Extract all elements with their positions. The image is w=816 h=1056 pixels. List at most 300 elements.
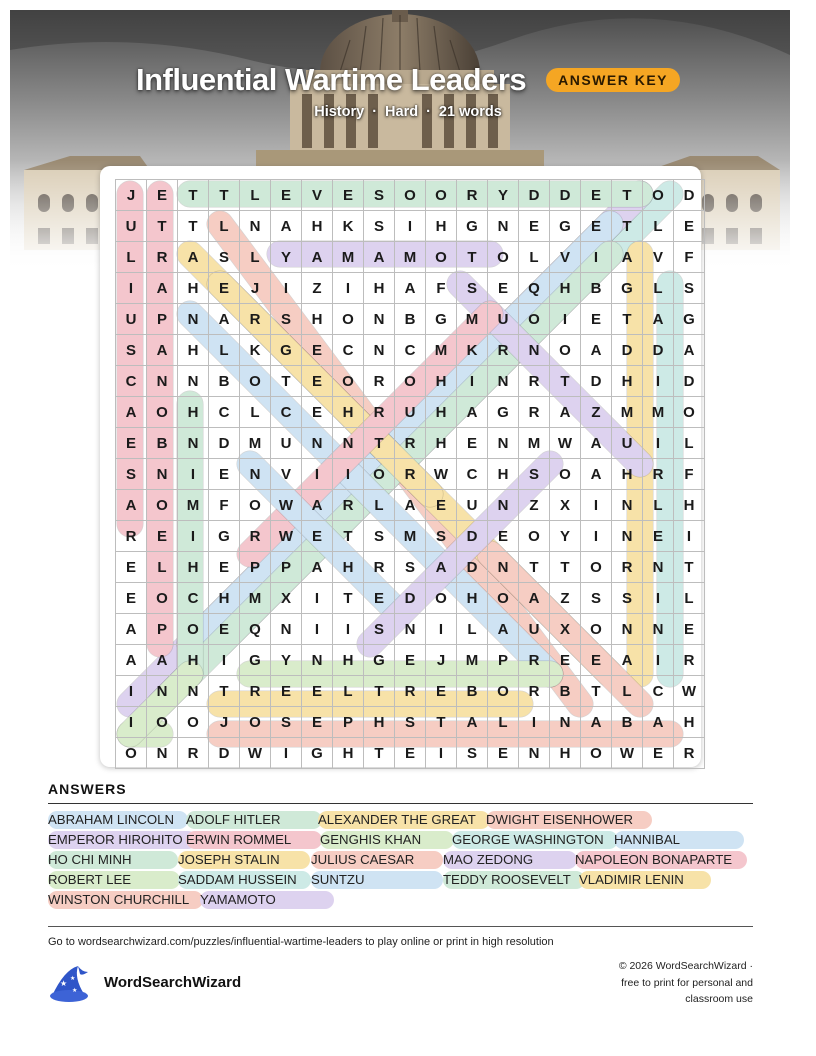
grid-cell: N [643,552,674,583]
word-count-label: 21 words [438,104,502,120]
grid-cell: D [674,366,705,397]
grid-cell: E [302,676,333,707]
answer-word: SADDAM HUSSEIN [178,871,311,889]
grid-cell: B [147,428,178,459]
grid-cell: L [240,397,271,428]
grid-cell: O [581,738,612,769]
grid-cell: E [209,614,240,645]
grid-row [116,211,705,242]
grid-cell: O [581,614,612,645]
grid-cell: T [364,676,395,707]
grid-cell: R [643,459,674,490]
grid-cell: E [333,180,364,211]
grid-cell: C [457,459,488,490]
grid-cell: G [488,397,519,428]
grid-cell: F [209,490,240,521]
grid-cell: S [116,459,147,490]
copyright-line: classroom use [685,993,753,1005]
grid-cell: W [674,676,705,707]
grid-cell: O [674,397,705,428]
grid-cell: O [488,676,519,707]
grid-cell: A [147,645,178,676]
grid-cell: C [395,335,426,366]
grid-cell: N [240,459,271,490]
separator: · [372,104,378,120]
grid-cell: H [612,366,643,397]
grid-cell: C [116,366,147,397]
grid-cell: E [302,521,333,552]
grid-cell: R [147,242,178,273]
grid-cell: L [643,211,674,242]
grid-cell: A [612,645,643,676]
grid-cell: S [364,521,395,552]
answer-word: ABRAHAM LINCOLN [48,811,188,829]
grid-cell: G [457,211,488,242]
grid-cell: T [612,304,643,335]
grid-cell: Z [519,490,550,521]
grid-cell: I [426,614,457,645]
grid-cell: T [271,366,302,397]
grid-cell: N [147,676,178,707]
grid-cell: I [333,459,364,490]
puzzle-grid [115,179,697,762]
grid-cell: I [333,273,364,304]
grid-row [116,180,705,211]
grid-cell: F [674,459,705,490]
grid-cell: I [333,614,364,645]
grid-cell: E [519,211,550,242]
grid-cell: N [612,521,643,552]
grid-row [116,521,705,552]
grid-row [116,335,705,366]
category-label: History [314,104,365,120]
grid-cell: N [178,304,209,335]
grid-cell: U [395,397,426,428]
grid-cell: D [612,335,643,366]
grid-cell: E [209,552,240,583]
grid-cell: J [426,645,457,676]
grid-cell: N [488,211,519,242]
grid-cell: U [488,304,519,335]
separator: · [426,104,431,120]
grid-cell: S [364,180,395,211]
grid-cell: H [209,583,240,614]
grid-row [116,242,705,273]
grid-cell: H [302,211,333,242]
grid-cell: K [457,335,488,366]
grid-cell: N [519,335,550,366]
grid-cell: I [581,242,612,273]
answer-word: ALEXANDER THE GREAT [318,811,490,829]
grid-cell: I [643,583,674,614]
grid-cell: H [550,273,581,304]
grid-cell: C [209,397,240,428]
grid-cell: O [550,459,581,490]
grid-row [116,428,705,459]
grid-cell: E [209,459,240,490]
grid-cell: S [364,614,395,645]
grid-cell: S [271,707,302,738]
grid-cell: M [457,645,488,676]
grid-cell: E [116,552,147,583]
grid-cell: B [395,304,426,335]
grid-row [116,459,705,490]
answer-word: ROBERT LEE [48,871,180,889]
grid-cell: D [674,180,705,211]
grid-cell: E [364,583,395,614]
grid-cell: O [643,180,674,211]
grid-cell: M [457,304,488,335]
grid-cell: E [116,583,147,614]
grid-cell: N [178,676,209,707]
grid-cell: O [333,304,364,335]
grid-cell: H [674,490,705,521]
grid-cell: T [178,180,209,211]
grid-cell: Y [488,180,519,211]
grid-cell: A [147,335,178,366]
grid-cell: A [395,490,426,521]
grid-cell: B [209,366,240,397]
grid-cell: A [612,242,643,273]
grid-row [116,490,705,521]
grid-cell: I [116,707,147,738]
grid-cell: H [550,738,581,769]
grid-cell: S [674,273,705,304]
grid-cell: R [333,490,364,521]
grid-cell: E [426,676,457,707]
grid-cell: O [395,366,426,397]
grid-cell: R [519,645,550,676]
grid-cell: D [209,428,240,459]
grid-cell: E [302,366,333,397]
grid-cell: N [178,366,209,397]
grid-cell: L [674,583,705,614]
grid-cell: E [271,180,302,211]
grid-cell: Q [240,614,271,645]
grid-cell: P [240,552,271,583]
grid-cell: X [271,583,302,614]
grid-cell: A [147,273,178,304]
grid-cell: D [581,366,612,397]
grid-cell: L [240,180,271,211]
grid-row [116,552,705,583]
grid-cell: E [581,180,612,211]
grid-cell: R [364,397,395,428]
grid-cell: M [426,335,457,366]
grid-cell: O [178,707,209,738]
grid-cell: T [457,242,488,273]
grid-cell: N [612,490,643,521]
grid-cell: B [612,707,643,738]
grid-cell: I [178,459,209,490]
grid-cell: I [302,583,333,614]
grid-cell: S [426,521,457,552]
grid-cell: H [426,397,457,428]
grid-cell: J [116,180,147,211]
grid-cell: A [519,583,550,614]
grid-cell: A [116,614,147,645]
grid-cell: S [395,707,426,738]
grid-cell: X [550,490,581,521]
grid-row [116,645,705,676]
grid-cell: O [426,242,457,273]
grid-cell: A [581,335,612,366]
answers-row [48,851,753,871]
grid-cell: R [395,676,426,707]
grid-cell: O [240,366,271,397]
grid-cell: N [395,614,426,645]
svg-text:★: ★ [72,987,78,994]
grid-cell: I [426,738,457,769]
grid-cell: H [488,459,519,490]
difficulty-label: Hard [385,104,419,120]
grid-cell: U [116,304,147,335]
grid-cell: S [116,335,147,366]
grid-cell: G [302,738,333,769]
answer-word: JULIUS CAESAR [311,851,443,869]
grid-cell: H [178,552,209,583]
grid-cell: S [612,583,643,614]
grid-cell: C [178,583,209,614]
answer-word: VLADIMIR LENIN [579,871,711,889]
grid-cell: I [643,366,674,397]
answer-word: NAPOLEON BONAPARTE [575,851,747,869]
grid-cell: A [302,490,333,521]
grid-cell: N [488,366,519,397]
grid-cell: W [271,490,302,521]
grid-cell: T [426,707,457,738]
grid-cell: R [240,676,271,707]
grid-cell: R [395,459,426,490]
grid-cell: B [550,676,581,707]
grid-cell: E [147,180,178,211]
grid-cell: A [457,397,488,428]
grid-cell: O [364,459,395,490]
grid-row [116,614,705,645]
grid-cell: T [550,366,581,397]
grid-cell: T [209,676,240,707]
grid-cell: A [674,335,705,366]
grid-cell: W [240,738,271,769]
grid-cell: U [612,428,643,459]
grid-cell: D [519,180,550,211]
wizard-hat-icon [48,964,92,1004]
grid-cell: R [457,180,488,211]
grid-cell: S [395,552,426,583]
grid-cell: A [302,242,333,273]
grid-cell: L [116,242,147,273]
grid-cell: E [395,645,426,676]
grid-cell: C [643,676,674,707]
grid-cell: S [519,459,550,490]
grid-cell: O [240,707,271,738]
answers-row [48,891,753,911]
grid-cell: T [333,583,364,614]
grid-cell: H [333,552,364,583]
grid-cell: V [643,242,674,273]
grid-cell: L [209,335,240,366]
grid-cell: O [116,738,147,769]
grid-row [116,273,705,304]
grid-cell: H [426,428,457,459]
grid-cell: N [612,614,643,645]
grid-cell: O [581,552,612,583]
grid-cell: I [302,459,333,490]
grid-cell: D [550,180,581,211]
grid-cell: K [333,211,364,242]
grid-cell: I [302,614,333,645]
grid-cell: E [488,273,519,304]
grid-cell: O [395,180,426,211]
grid-cell: A [643,707,674,738]
grid-cell: H [178,645,209,676]
grid-cell: H [364,273,395,304]
answers-heading: ANSWERS [48,781,127,797]
grid-cell: I [178,521,209,552]
grid-cell: H [302,304,333,335]
answer-word: DWIGHT EISENHOWER [486,811,652,829]
grid-cell: A [488,614,519,645]
grid-cell: T [147,211,178,242]
grid-cell: I [643,428,674,459]
grid-cell: I [209,645,240,676]
puzzle-title: Influential Wartime Leaders [135,62,527,97]
answer-word: WINSTON CHURCHILL [48,891,203,909]
grid-cell: N [302,645,333,676]
grid-cell: D [209,738,240,769]
answer-word: YAMAMOTO [200,891,334,909]
answer-word: ADOLF HITLER [186,811,322,829]
grid-cell: A [581,459,612,490]
grid-cell: A [302,552,333,583]
grid-cell: S [457,738,488,769]
grid-cell: B [581,273,612,304]
grid-cell: N [333,428,364,459]
grid-cell: F [674,242,705,273]
grid-cell: N [488,552,519,583]
grid-cell: J [240,273,271,304]
grid-cell: L [488,707,519,738]
grid-cell: O [426,583,457,614]
grid-cell: T [209,180,240,211]
grid-cell: N [240,211,271,242]
grid-cell: E [302,335,333,366]
divider [48,926,753,927]
grid-cell: R [364,366,395,397]
grid-cell: B [457,676,488,707]
grid-cell: Y [271,242,302,273]
grid-cell: I [271,738,302,769]
grid-cell: W [612,738,643,769]
grid-cell: P [271,552,302,583]
grid-cell: N [364,304,395,335]
copyright-line: free to print for personal and [621,976,753,989]
grid-row [116,738,705,769]
svg-text:★: ★ [60,979,68,988]
grid-cell: W [550,428,581,459]
grid-cell: I [395,211,426,242]
grid-cell: H [333,397,364,428]
answer-word: HANNIBAL [614,831,744,849]
grid-cell: H [457,583,488,614]
grid-cell: W [426,459,457,490]
grid-cell: I [581,521,612,552]
grid-cell: L [240,242,271,273]
divider [48,803,753,804]
grid-cell: R [395,428,426,459]
grid-cell: O [488,583,519,614]
grid-cell: I [550,304,581,335]
grid-cell: M [333,242,364,273]
grid-cell: E [674,614,705,645]
grid-cell: I [643,645,674,676]
answer-key-badge: ANSWER KEY [546,68,680,92]
grid-cell: P [488,645,519,676]
grid-cell: T [612,180,643,211]
grid-cell: H [364,707,395,738]
answer-word: GEORGE WASHINGTON [452,831,618,849]
grid-cell: P [147,614,178,645]
grid-cell: H [333,738,364,769]
grid-cell: L [674,428,705,459]
grid-cell: N [364,335,395,366]
grid-cell: R [519,676,550,707]
grid-cell: E [581,211,612,242]
grid-cell: M [519,428,550,459]
grid-cell: O [519,521,550,552]
grid-cell: A [426,552,457,583]
grid-cell: M [395,521,426,552]
grid-cell: E [457,428,488,459]
grid-cell: Z [302,273,333,304]
grid-cell: N [488,428,519,459]
grid-cell: T [364,428,395,459]
grid-cell: I [457,366,488,397]
grid-cell: R [674,738,705,769]
grid-cell: I [271,273,302,304]
grid-cell: I [674,521,705,552]
grid-cell: E [643,738,674,769]
answer-word: HO CHI MINH [48,851,178,869]
answers-row [48,871,753,891]
grid-row [116,366,705,397]
grid-cell: A [209,304,240,335]
grid-cell: L [519,242,550,273]
grid-cell: H [426,211,457,242]
grid-cell: R [488,335,519,366]
grid-cell: A [581,428,612,459]
grid-cell: N [643,614,674,645]
grid-cell: R [612,552,643,583]
answer-word: GENGHIS KHAN [320,831,454,849]
grid-cell: H [426,366,457,397]
grid-cell: L [209,211,240,242]
grid-cell: N [550,707,581,738]
grid-cell: V [302,180,333,211]
grid-cell: R [519,397,550,428]
grid-cell: O [147,707,178,738]
grid-cell: T [674,552,705,583]
grid-cell: H [178,273,209,304]
grid-cell: T [612,211,643,242]
grid-cell: U [519,614,550,645]
grid-cell: R [240,304,271,335]
grid-cell: Y [550,521,581,552]
grid-cell: G [240,645,271,676]
answer-word: EMPEROR HIROHITO [48,831,197,849]
grid-cell: H [612,459,643,490]
play-online-link-text[interactable]: Go to wordsearchwizard.com/puzzles/influential-wartime-leaders to play online or print in high resolution [48,936,554,948]
